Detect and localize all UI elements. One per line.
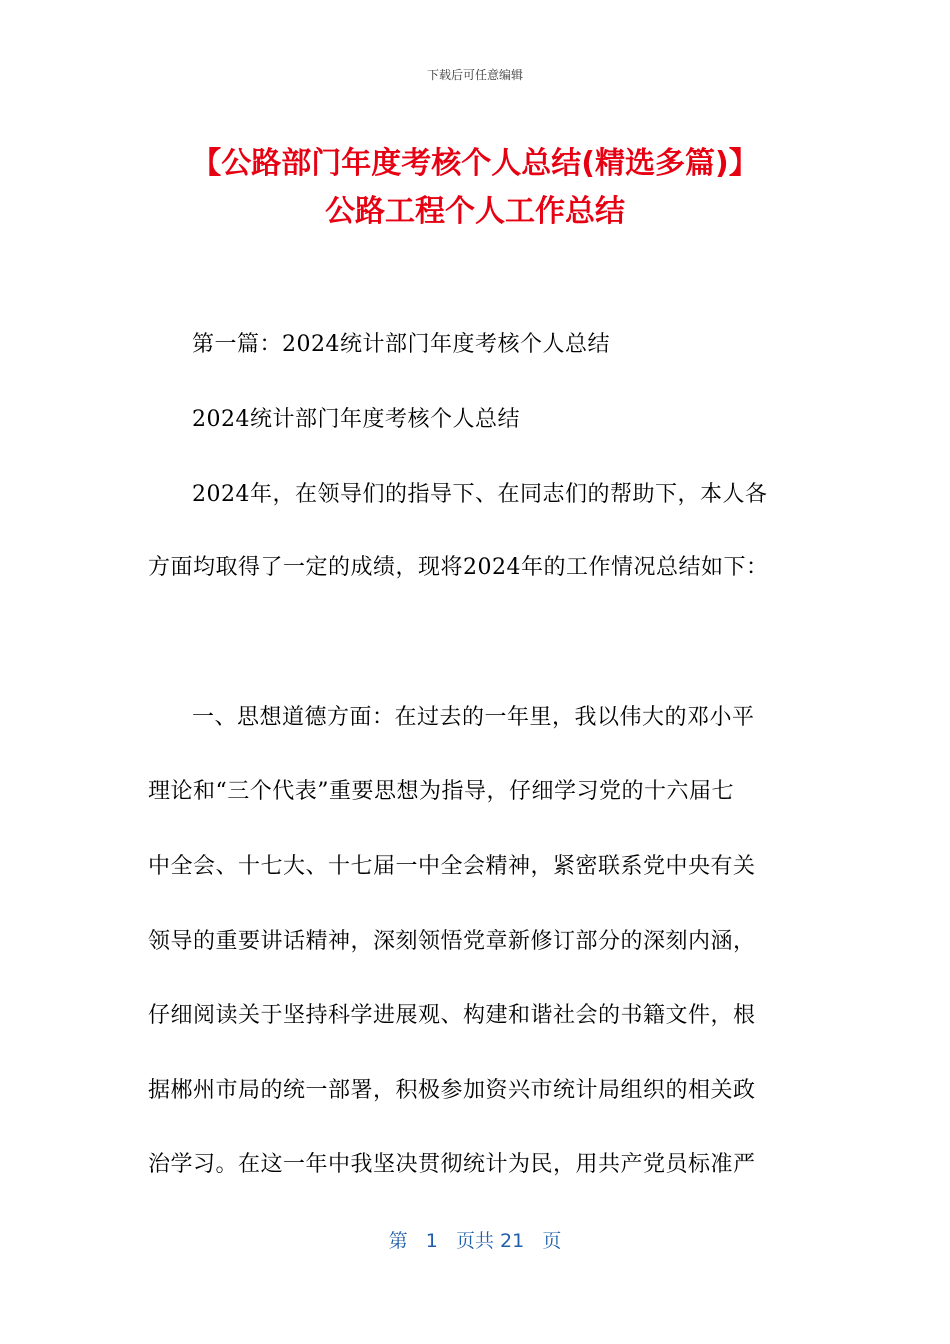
title-line-1: 【公路部门年度考核个人总结(精选多篇)】 (191, 146, 759, 181)
footer-page-number: 1 (425, 1230, 438, 1252)
footer-suffix: 页 (542, 1230, 562, 1252)
body-line: 一、思想道德方面：在过去的一年里，我以伟大的邓小平 (192, 705, 755, 730)
body-line: 2024年，在领导们的指导下、在同志们的帮助下，本人各 (192, 482, 768, 507)
header-note: 下载后可任意编辑 (426, 68, 523, 82)
body-line: 理论和“三个代表”重要思想为指导，仔细学习党的十六届七 (148, 779, 734, 804)
body-line: 方面均取得了一定的成绩，现将2024年的工作情况总结如下： (148, 555, 769, 580)
footer-total-pages: 21 (500, 1230, 525, 1252)
body-line: 中全会、十七大、十七届一中全会精神，紧密联系党中央有关 (148, 854, 756, 879)
document-title (0, 140, 950, 236)
page-footer (0, 1226, 950, 1253)
body-line: 2024统计部门年度考核个人总结 (192, 407, 520, 432)
footer-prefix: 第 (388, 1230, 408, 1252)
body-line: 治学习。在这一年中我坚决贯彻统计为民，用共产党员标准严 (148, 1152, 756, 1177)
title-line-2: 公路工程个人工作总结 (325, 194, 625, 229)
footer-mid: 页共 (455, 1230, 494, 1252)
body-line: 据郴州市局的统一部署，积极参加资兴市统计局组织的相关政 (148, 1078, 756, 1103)
body-line: 领导的重要讲话精神，深刻领悟党章新修订部分的深刻内涵， (148, 929, 756, 954)
body-line: 第一篇：2024统计部门年度考核个人总结 (192, 332, 610, 357)
body-line: 仔细阅读关于坚持科学进展观、构建和谐社会的书籍文件，根 (148, 1003, 756, 1028)
